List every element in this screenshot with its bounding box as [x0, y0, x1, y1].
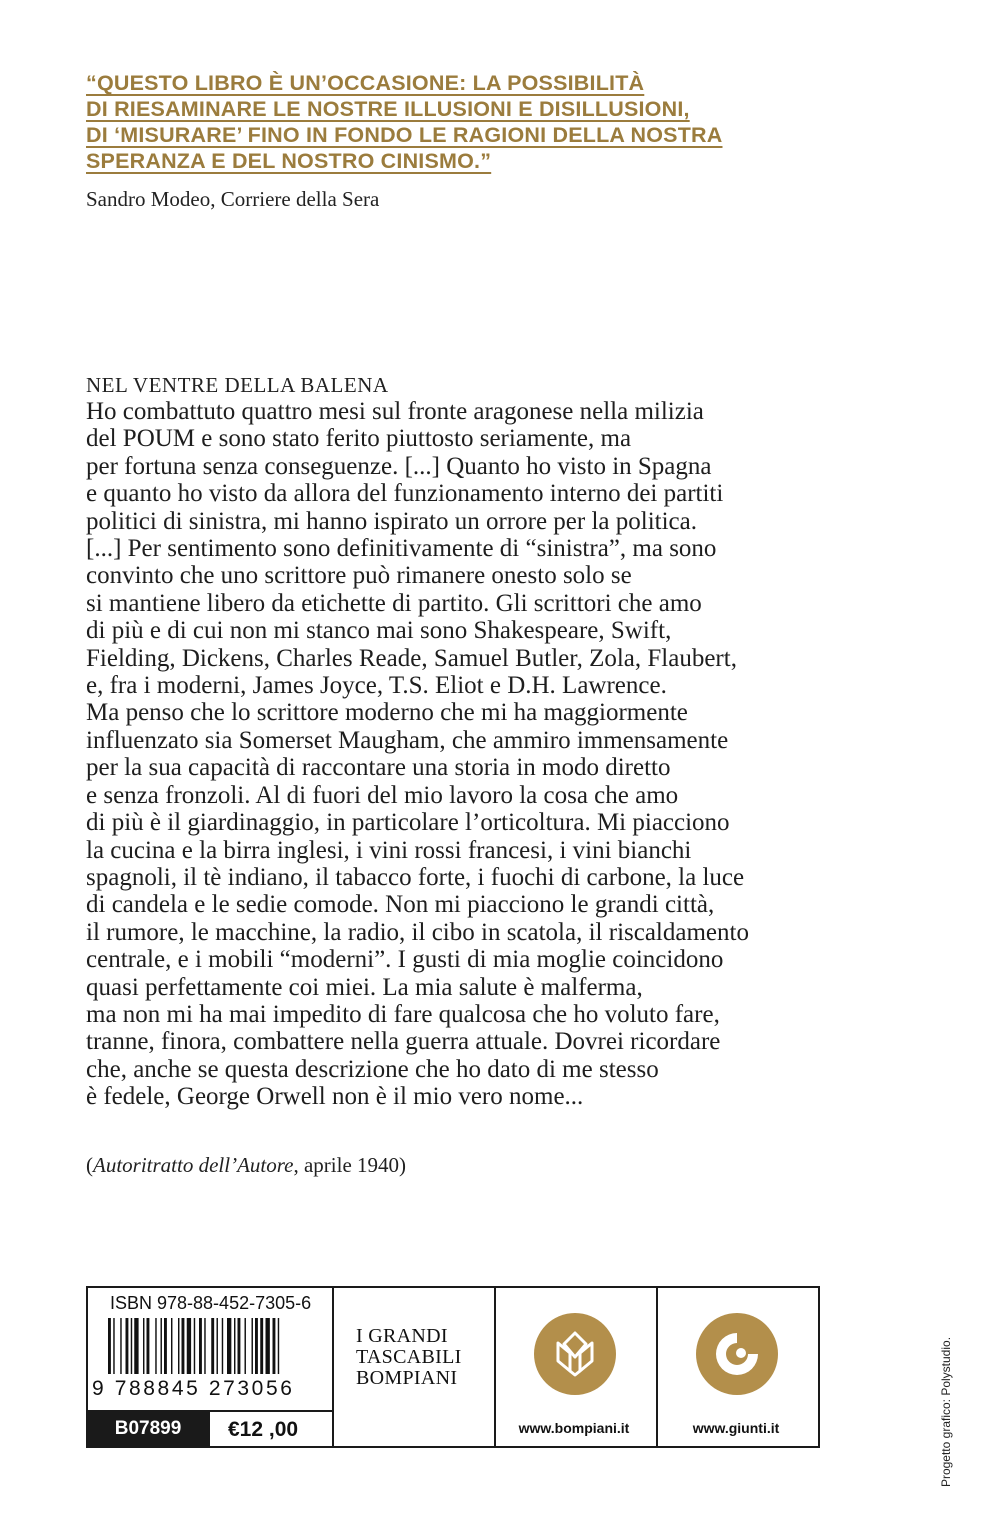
- body-line: il rumore, le macchine, la radio, il cibo in scatola, il riscaldamento: [86, 918, 749, 946]
- body-line: che, anche se questa descrizione che ho dato di me stesso: [86, 1055, 659, 1083]
- bompiani-tulip-icon: [534, 1313, 616, 1395]
- product-code: B07899: [86, 1410, 210, 1448]
- body-line: Fielding, Dickens, Charles Reade, Samuel Butler, Zola, Flaubert,: [86, 644, 737, 672]
- source-open: (: [86, 1153, 93, 1177]
- credit-text: Progetto grafico: Polystudio.: [939, 1336, 953, 1488]
- body-line: influenzato sia Somerset Maugham, che ammiro immensamente: [86, 726, 729, 754]
- body-line: del POUM e sono stato ferito piuttosto seriamente, ma: [86, 425, 632, 453]
- body-line: e, fra i moderni, James Joyce, T.S. Eliot e D.H. Lawrence.: [86, 672, 667, 700]
- quote-line: DI RIESAMINARE LE NOSTRE ILLUSIONI E DISILLUSIONI,: [86, 97, 690, 121]
- source-citation: [86, 1153, 406, 1178]
- body-line: [...] Per sentimento sono definitivamente di “sinistra”, ma sono: [86, 535, 717, 563]
- body-line: Ma penso che lo scrittore moderno che mi ha maggiormente: [86, 699, 688, 727]
- body-line: quasi perfettamente coi miei. La mia salute è malferma,: [86, 973, 643, 1001]
- body-line: e quanto ho visto da allora del funzionamento interno dei partiti: [86, 480, 724, 508]
- series-line: I GRANDI: [356, 1325, 448, 1347]
- giunti-spiral-icon: [696, 1313, 778, 1395]
- source-title: Autoritratto dell’Autore: [93, 1153, 294, 1177]
- quote-line: DI ‘MISURARE’ FINO IN FONDO LE RAGIONI DELLA NOSTRA: [86, 123, 723, 147]
- body-line: si mantiene libero da etichette di partito. Gli scrittori che amo: [86, 589, 702, 617]
- barcode: [108, 1318, 326, 1374]
- series-line: TASCABILI: [356, 1346, 462, 1368]
- quote-attribution: Sandro Modeo, Corriere della Sera: [86, 187, 380, 211]
- giunti-logo: [696, 1313, 778, 1395]
- source-rest: , aprile 1940): [293, 1153, 407, 1177]
- body-line: ma non mi ha mai impedito di fare qualcosa che ho voluto fare,: [86, 1000, 720, 1028]
- body-line: spagnoli, il tè indiano, il tabacco forte, i fuochi di carbone, la luce: [86, 863, 745, 891]
- bompiani-logo: [534, 1313, 616, 1395]
- series-name: [356, 1326, 462, 1389]
- body-line: tranne, finora, combattere nella guerra attuale. Dovrei ricordare: [86, 1028, 721, 1056]
- body-text: [86, 398, 906, 1111]
- body-line: di candela e le sedie comode. Non mi piacciono le grandi città,: [86, 891, 715, 919]
- body-line: di più è il giardinaggio, in particolare l’orticoltura. Mi piacciono: [86, 809, 730, 837]
- body-line: è fedele, George Orwell non è il mio vero nome...: [86, 1083, 584, 1111]
- body-line: convinto che uno scrittore può rimanere onesto solo se: [86, 562, 632, 590]
- review-quote: [86, 70, 786, 174]
- giunti-website[interactable]: www.giunti.it: [692, 1420, 780, 1436]
- body-line: politici di sinistra, mi hanno ispirato un orrore per la politica.: [86, 507, 697, 535]
- quote-line: SPERANZA E DEL NOSTRO CINISMO.”: [86, 149, 492, 173]
- isbn-label: ISBN 978-88-452-7305-6: [110, 1293, 312, 1313]
- bompiani-website[interactable]: www.bompiani.it: [518, 1420, 630, 1436]
- body-line: Ho combattuto quattro mesi sul fronte aragonese nella milizia: [86, 398, 704, 425]
- design-credit: [936, 1312, 956, 1512]
- barcode-digits: 9 788845 273056: [92, 1377, 295, 1400]
- divider: [332, 1288, 334, 1446]
- body-line: per fortuna senza conseguenze. [...] Quanto ho visto in Spagna: [86, 452, 712, 480]
- body-line: centrale, e i mobili “moderni”. I gusti di mia moglie coincidono: [86, 946, 724, 974]
- section-title: NEL VENTRE DELLA BALENA: [86, 373, 389, 397]
- body-line: per la sua capacità di raccontare una storia in modo diretto: [86, 754, 671, 782]
- price: €12 ,00: [210, 1410, 332, 1448]
- body-line: la cucina e la birra inglesi, i vini rossi francesi, i vini bianchi: [86, 836, 692, 864]
- body-line: e senza fronzoli. Al di fuori del mio lavoro la cosa che amo: [86, 781, 679, 809]
- quote-line: “QUESTO LIBRO È UN’OCCASIONE: LA POSSIBILITÀ: [86, 71, 645, 95]
- body-line: di più e di cui non mi stanco mai sono Shakespeare, Swift,: [86, 617, 672, 645]
- series-line: BOMPIANI: [356, 1367, 458, 1389]
